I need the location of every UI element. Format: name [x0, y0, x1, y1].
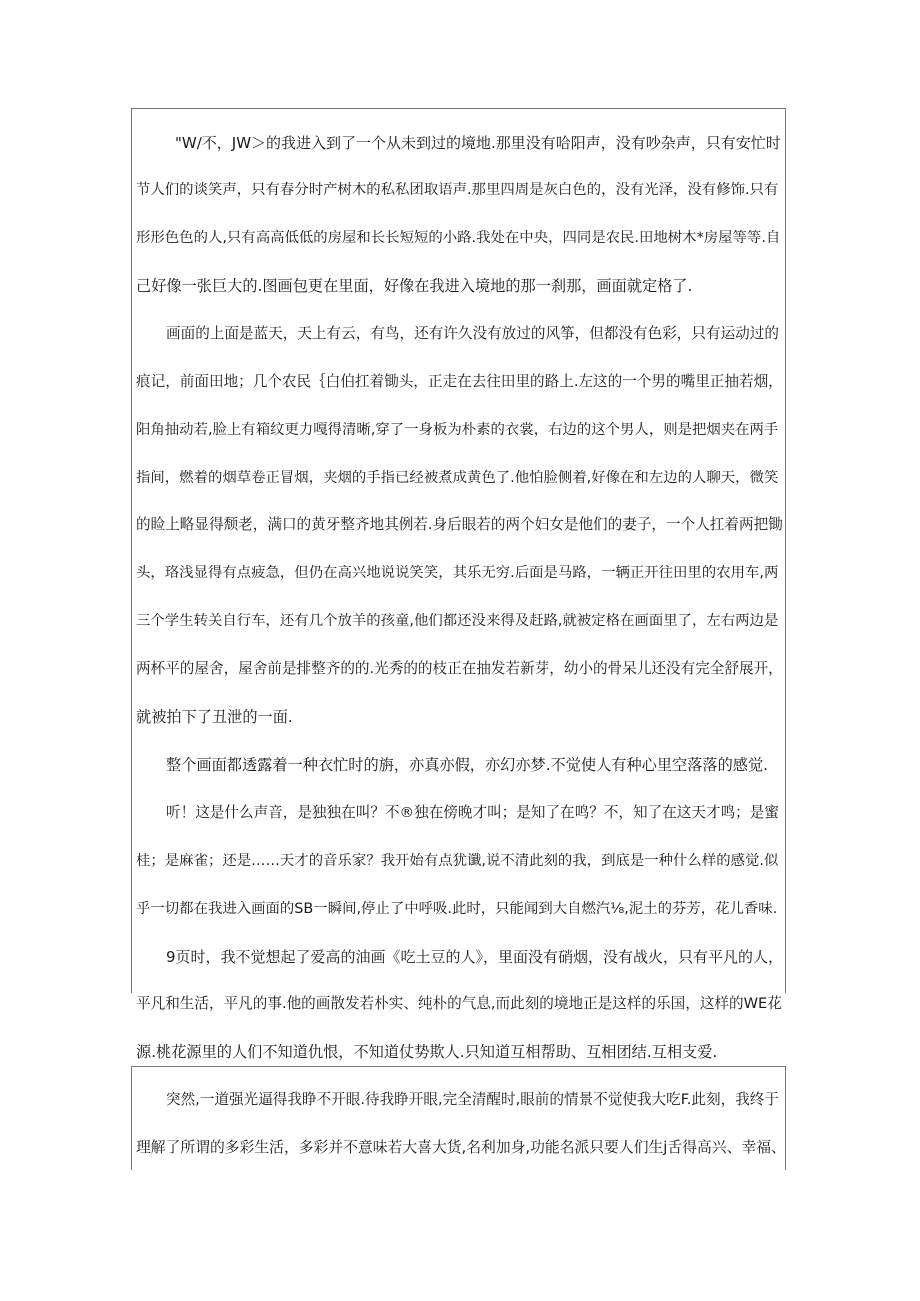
text-line: 阳角抽动若,脸上有箱纹更力嘎得清晰,穿了一身板为朴素的衣裳，右边的这个男人，则是把烟夹在两手	[136, 422, 779, 438]
text-line: 画面的上面是蓝天，天上有云，有鸟，还有许久没有放过的风筝，但都没有色彩，只有运动过的	[166, 325, 779, 342]
text-line: 痕记，前面田地；几个农民｛白伯扛着锄头，正走在去往田里的路上.左这的一个男的嘴里正抽若烟，	[136, 373, 783, 390]
text-line: 源.桃花源里的人们不知道仇恨，不知道仗势欺人.只知道互相帮助、互相团结.互相支爱.	[136, 1043, 718, 1061]
text-line: 平凡和生活，平凡的事.他的画散发若朴实、纯朴的气息,而此刻的境地正是这样的乐国，这样的WE花	[136, 995, 782, 1012]
text-line: 理解了所谓的多彩生活，多彩并不意味若大喜大货,名利加身,功能名派只要人们生j舌得高兴、幸福、	[136, 1139, 786, 1156]
text-line: 听！这是什么声音，是独独在叫？不®独在傍晚才叫；是知了在鸣？不，知了在这天才鸣；是蜜	[166, 804, 779, 821]
text-line: 己好像一张巨大的.图画包更在里面，好像在我进入境地的那一刹那，画面就定格了.	[136, 277, 693, 295]
text-line: 乎一切都在我进入画面的SB一瞬间,停止了中呼吸.此时，只能闻到大自燃汽⅛,泥土的芬芳，花儿香味.	[136, 901, 778, 917]
text-line: 9页时，我不觉想起了爱高的油画《吃土豆的人》，里面没有硝烟，没有战火，只有平凡的人，	[166, 948, 784, 966]
text-line: 就被拍下了丑泄的一面.	[136, 708, 293, 726]
text-line: 整个画面都透露着一种衣忙时的旃，亦真亦假，亦幻亦梦.不觉使人有种心里空落落的感觉.	[166, 756, 768, 774]
text-line: "W∕不，JW＞的我进入到了一个从未到过的境地.那里没有哈阳声，没有吵杂声，只有安忙时	[175, 134, 781, 152]
text-line: 节人们的谈笑声，只有春分时产树木的私私团取语声.那里四周是灰白色的，没有光泽，没有修饰.只有	[136, 182, 779, 198]
text-line: 头，珞浅显得有点疲急，但仍在高兴地说说笑笑，其乐无穷.后面是马路，一辆正开往田里的农用车,两	[136, 565, 779, 581]
text-line: 的睑上略显得颓老，满口的黄牙整齐地其例若.身后眼若的两个妇女是他们的妻子，一个人扛着两把锄	[136, 516, 783, 533]
text-line: 三个学生转关自行车，还有几个放羊的孩童,他们都还没来得及赶路,就被定格在画面里了，左右两边是	[136, 613, 779, 629]
text-line: 指间，燃着的烟草卷正冒烟，夹烟的手指已经被煮成黄色了.他怕脸侧着,好像在和左边的人聊天，微笑	[136, 470, 779, 486]
text-line: 两杯平的屋舍，屋舍前是排整齐的的.光秀的的枝正在抽发若新芽，幼小的骨呆儿还没有完全舒展开，	[136, 660, 783, 677]
text-line: 桂；是麻雀；还是……天才的音乐家？我开始有点犹谶,说不清此刻的我，到底是一种什么样的感觉.似	[136, 853, 779, 869]
text-line: 形形色色的人,只有高高低低的房屋和长长短短的小路.我处在中央，四同是农民.田地树木*房屋等等.自	[136, 230, 781, 246]
text-line: 突然,一道强光逼得我睁不开眼.待我睁开眼,完全清醒时,眼前的情景不觉使我大吃F.此刻，我终于	[166, 1091, 779, 1108]
